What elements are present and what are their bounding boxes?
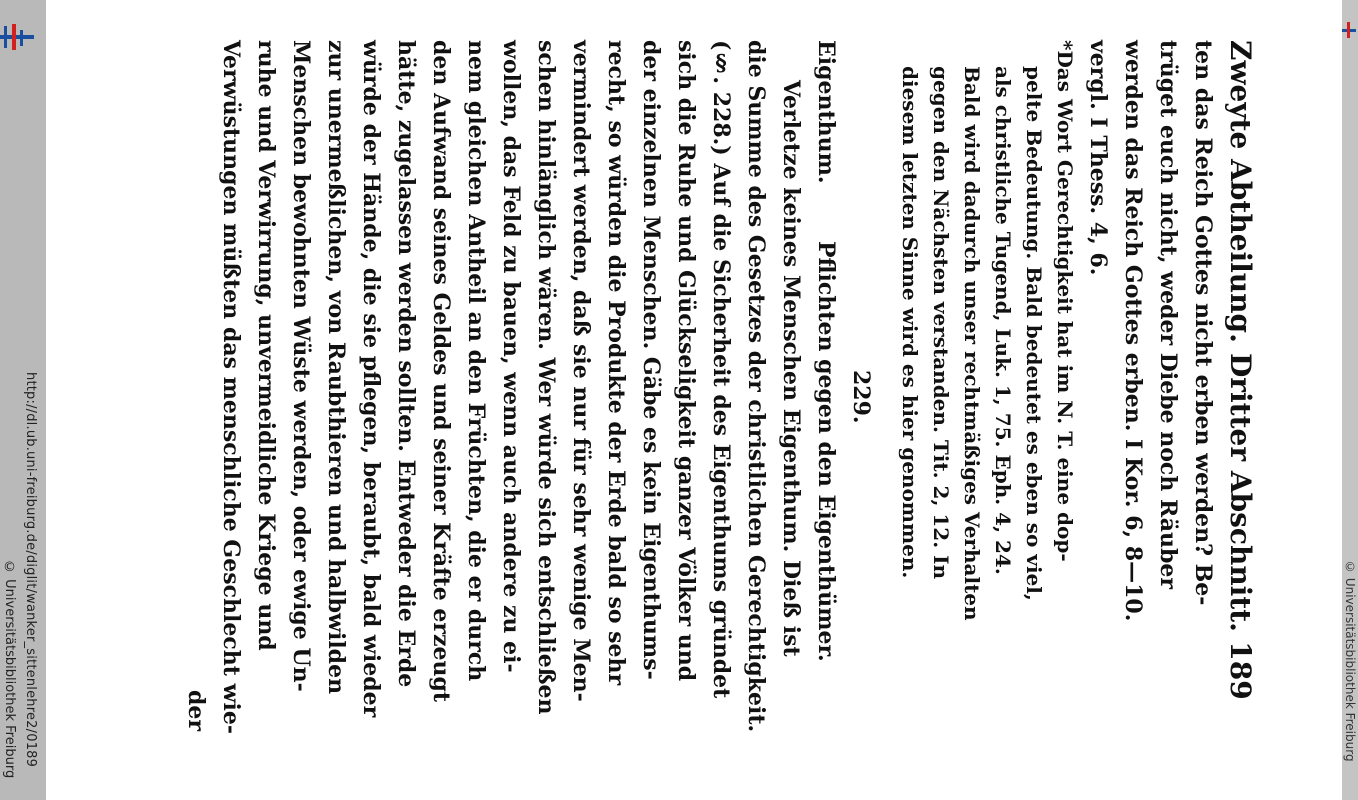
text-line: der einzelnen Menschen. Gäbe es kein Eigenthums-: [638, 40, 664, 680]
scanned-page: [160, 40, 1260, 780]
text-line: Menschen bewohnten Wüste werden, oder ewige Un-: [288, 40, 314, 692]
section-title-left: Eigenthum.: [813, 40, 839, 184]
catchword: der: [183, 690, 209, 731]
paragraph-number: 229.: [848, 370, 874, 424]
document-url[interactable]: http://dl.ub.uni-freiburg.de/diglit/wanker_sittenlehre2/0189: [23, 372, 38, 768]
header-middle: Dritter Abschnitt.: [1224, 352, 1257, 632]
text-line: sich die Ruhe und Glückseligkeit ganzer Völker und: [673, 40, 699, 682]
copyright-notice: © Universitätsbibliothek Freiburg: [2, 560, 17, 779]
spacer: [878, 40, 894, 780]
footnote-line: pelte Bedeutung. Bald bedeutet es eben so viel,: [1022, 66, 1046, 601]
text-line: Verwüstungen müßten das menschliche Geschlecht wie-: [218, 40, 244, 734]
text-line: nem gleichen Antheil an den Früchten, die er durch: [463, 40, 489, 682]
text-line: die Summe des Gesetzes der christlichen Gerechtigkeit.: [743, 40, 769, 733]
text-line: zur unermeßlichen, von Raubthieren und halbwilden: [323, 40, 349, 695]
right-copyright-notice: © Universitätsbibliothek Freiburg: [1343, 560, 1357, 762]
text-line: ten das Reich Gottes nicht erben werden? Be-: [1190, 40, 1216, 606]
text-line: (§. 228.) Auf die Sicherheit des Eigenthums gründet: [708, 40, 734, 699]
text-line: trüget euch nicht, weder Diebe noch Räuber: [1155, 40, 1181, 589]
text-line: vergl. I Thess. 4, 6.: [1085, 40, 1111, 276]
library-logo-icon-small: [1342, 22, 1356, 38]
footnote-line: Bald wird dadurch unser rechtmäßiges Verhalten: [960, 66, 984, 621]
text-line: schen hinlänglich wären. Wer würde sich entschließen: [533, 40, 559, 715]
text-line: den Aufwand seines Geldes und seiner Kräfte erzeugt: [428, 40, 454, 703]
text-line: werden das Reich Gottes erben. I Kor. 6, 8—10.: [1120, 40, 1146, 622]
footnote-line: diesem letzten Sinne wird es hier genommen.: [898, 66, 922, 579]
text-line: wollen, das Feld zu bauen, wenn auch andere zu ei-: [498, 40, 524, 673]
footnote-line: gegen den Nächsten verstanden. Tit. 2, 12. In: [929, 66, 953, 580]
header-left: Zweyte Abtheilung.: [1224, 40, 1257, 343]
text-line: würde der Hände, die sie pflegen, beraubt, bald wieder: [358, 40, 384, 718]
section-title-right: Pflichten gegen den Eigenthümer.: [813, 241, 839, 662]
text-line: vermindert werden, daß sie nur für sehr wenige Men-: [568, 40, 594, 702]
text-line: ruhe und Verwirrung, unvermeidliche Kriege und: [253, 40, 279, 651]
text-line: recht, so würden die Produkte der Erde bald so sehr: [603, 40, 629, 686]
footnote-line: als christliche Tugend, Luk. 1, 75. Eph. 4, 24.: [991, 66, 1015, 575]
page-number: 189: [1224, 641, 1257, 700]
running-header: [1220, 40, 1260, 780]
section-title: [808, 40, 843, 780]
footnote-line: *Das Wort Gerechtigkeit hat im N. T. eine dop-: [1053, 40, 1077, 562]
library-logo-icon: [0, 22, 34, 52]
text-line: Verletze keines Menschen Eigenthum. Dieß ist: [778, 80, 804, 657]
text-line: hätte, zugelassen werden sollten. Entweder die Erde: [393, 40, 419, 688]
